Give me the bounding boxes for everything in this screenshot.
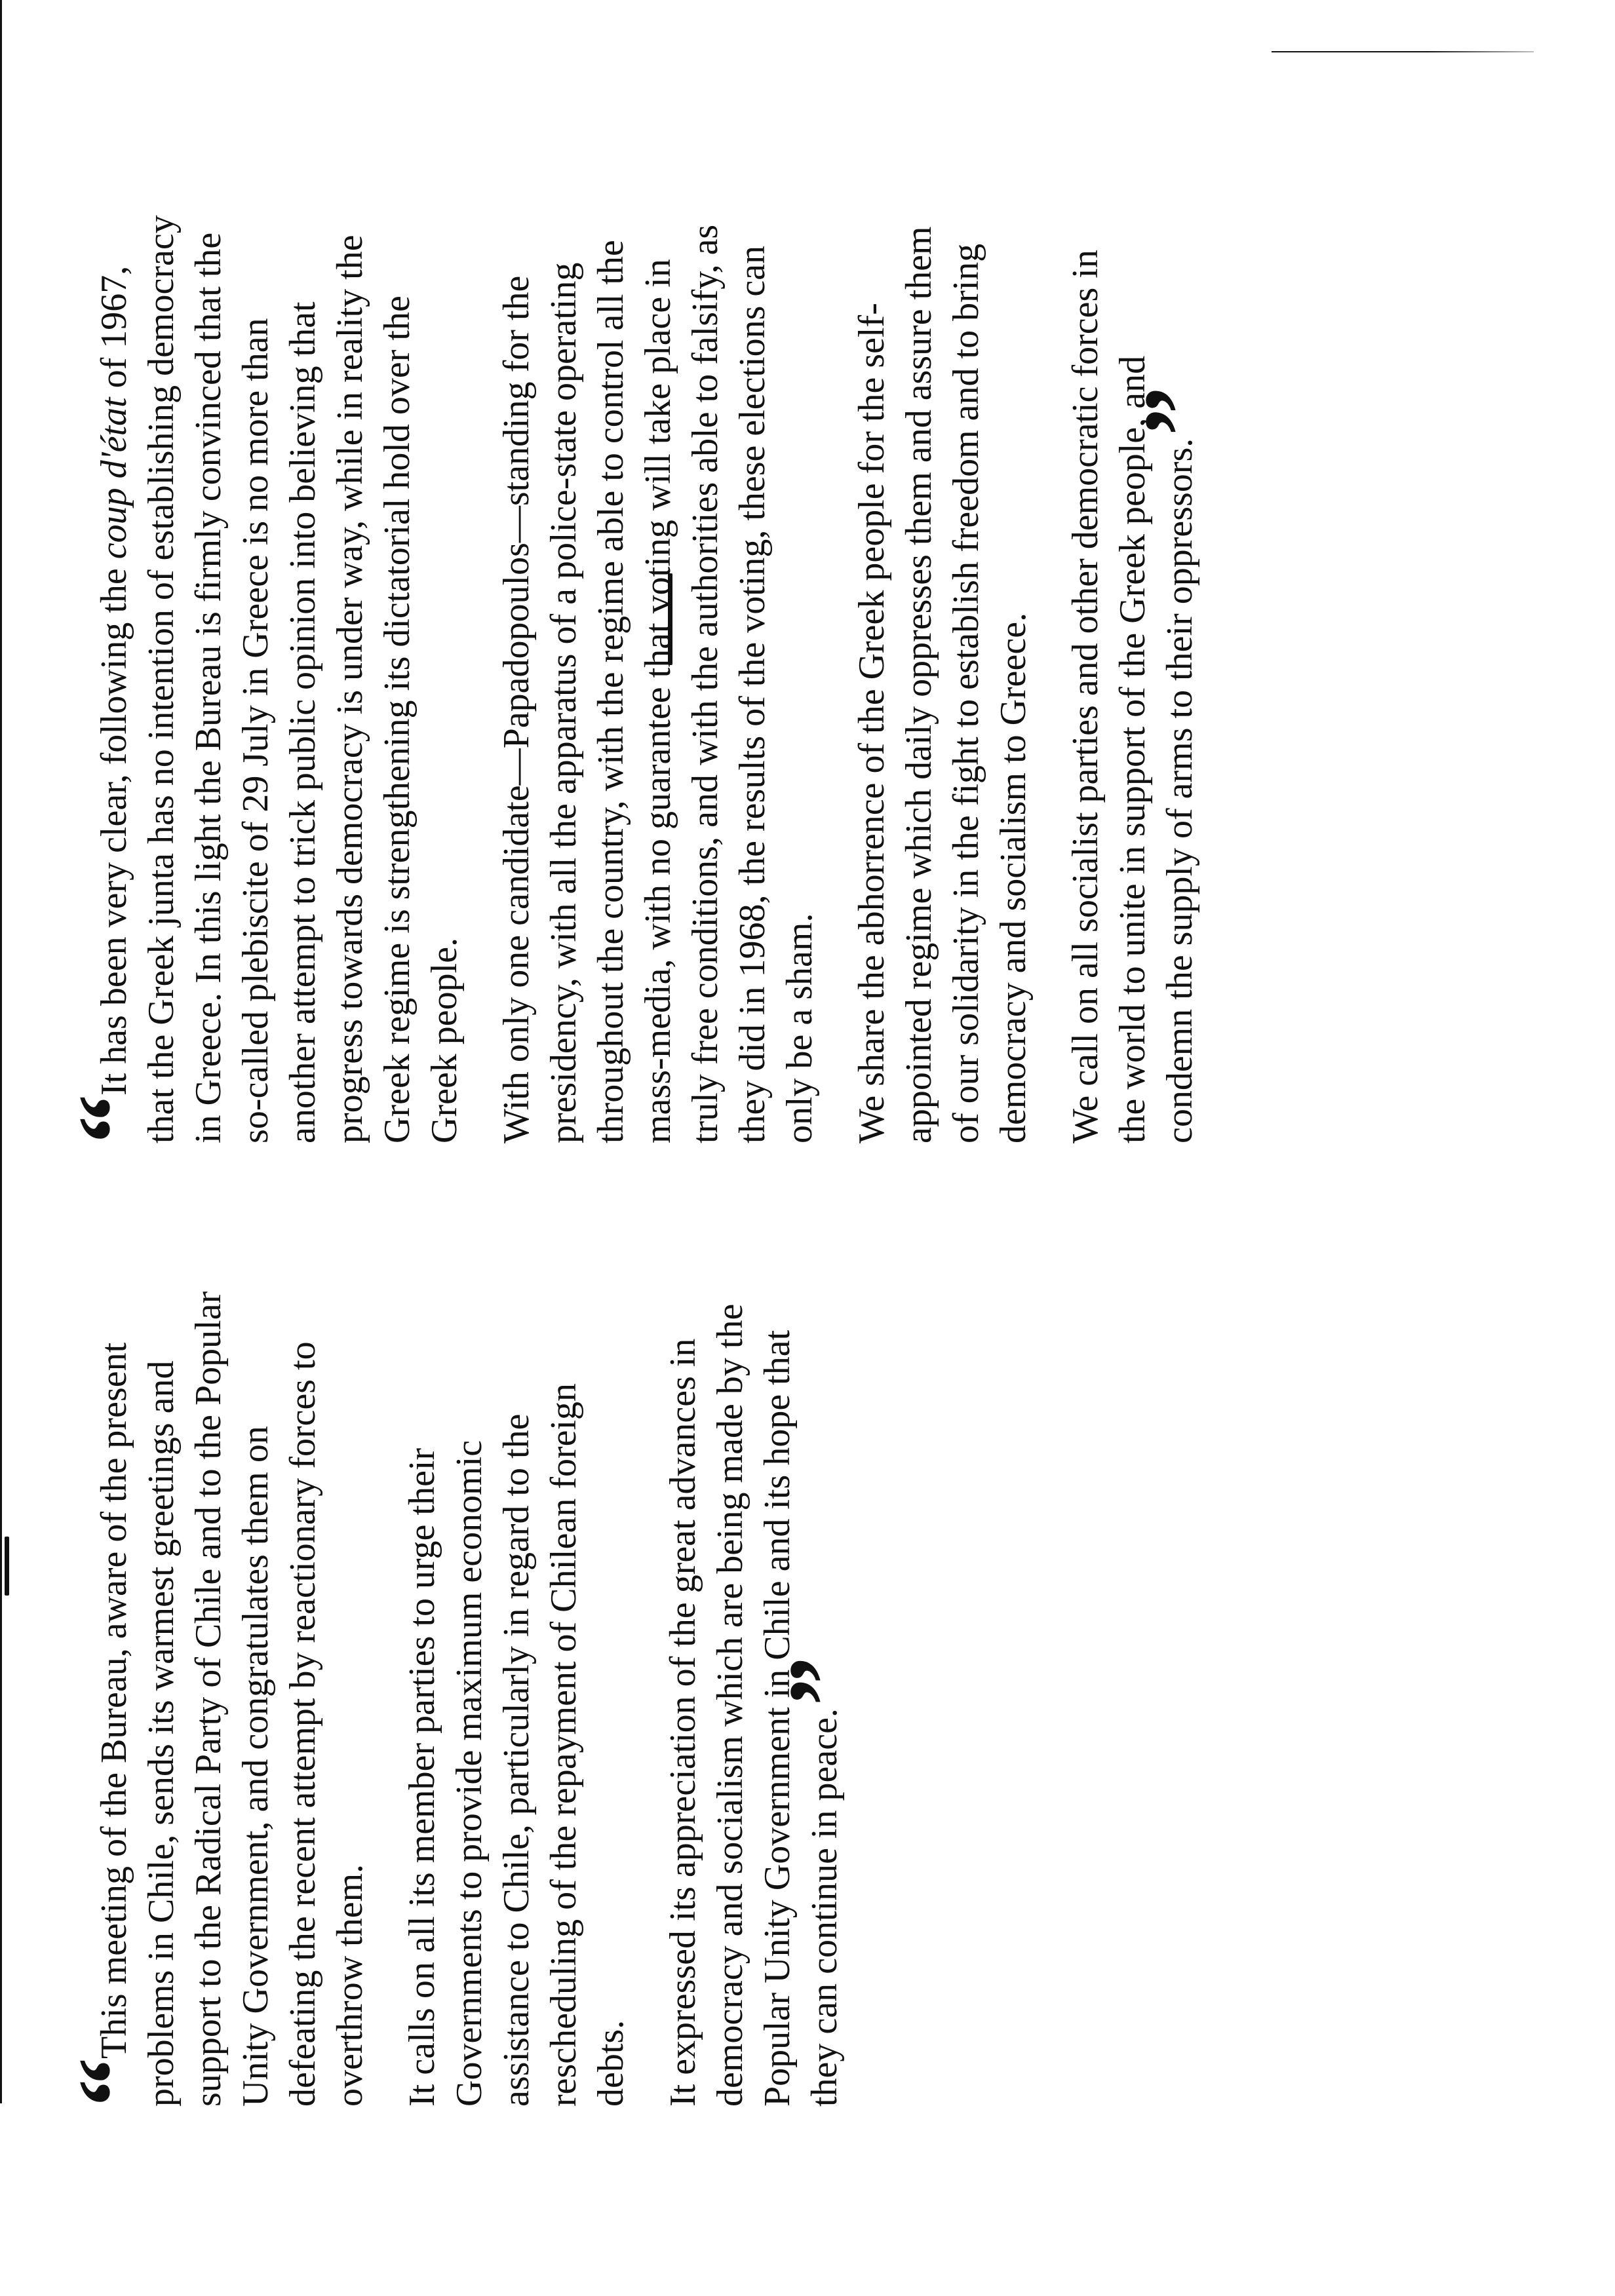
greece-statement (58, 213, 1233, 1143)
punch-mark-bottom (5, 1537, 9, 1596)
close-quote-mark: ” (1124, 394, 1233, 436)
italic-phrase: coup d'état (94, 397, 134, 560)
rotated-text-block (58, 154, 1401, 2107)
paragraph-text: This meeting of the Bureau, aware of the present problems in Chile, sends its warmest greetings and support to the Radical Party of Chile and to the Popular Unity Government, and congratulates them on defeating the recent attempt by reactionary forces to overthrow them. (94, 1291, 370, 2107)
paragraph-text: It has been very clear, following the (94, 559, 134, 1096)
open-quote-mark: “ (58, 2065, 167, 2107)
close-quote-mark: ” (769, 1664, 878, 1706)
paragraph (659, 1288, 878, 2107)
paragraph-text: of 1967, that the Greek junta has no intention of establishing democracy in Greece. In this light the Bureau is firmly convinced that the so-called plebiscite of 29 July in Greece is no more than another attempt to trick public opinion into believing that progress towards democracy is under way, while in reality the Greek regime is strengthening its dictatorial hold over the Greek people. (94, 215, 465, 1143)
paragraph (58, 1288, 374, 2107)
paragraph: With only one candidate—Papadopoulos—standing for the presidency, with all the apparatus of a police-state operating throughout the country, with the regime able to control all the mass-media, with no guarantee that voting will take place in truly free conditions, and with the authorities able to falsify, as they did in 1968, the results of the voting, these elections can only be a sham. (496, 224, 820, 1143)
open-quote-mark: “ (58, 1102, 167, 1143)
paragraph: We share the abhorrence of the Greek people for the self-appointed regime which daily oppresses them and assure them of our solidarity in the fight to establish freedom and to bring democracy and socialism to Greece. (851, 226, 1034, 1143)
top-rule (1272, 51, 1534, 52)
scan-edge-line (0, 0, 2, 2103)
paragraph: It calls on all its member parties to urge their Governments to provide maximum economic assistance to Chile, particularly in regard to the rescheduling of the repayment of Chilean foreign debts. (402, 1383, 631, 2107)
paragraph-text: It expressed its appreciation of the great advances in democracy and socialism which are being made by the Popular Unity Government in Chile and its hope that they can continue in peace. (663, 1303, 845, 2107)
chile-statement (58, 1288, 878, 2107)
paragraph-text: We call on all socialist parties and other democratic forces in the world to unite in support of the Greek people, and condemn the supply of arms to their oppressors. (1065, 250, 1200, 1143)
paragraph (1062, 213, 1233, 1143)
paragraph (58, 213, 468, 1143)
